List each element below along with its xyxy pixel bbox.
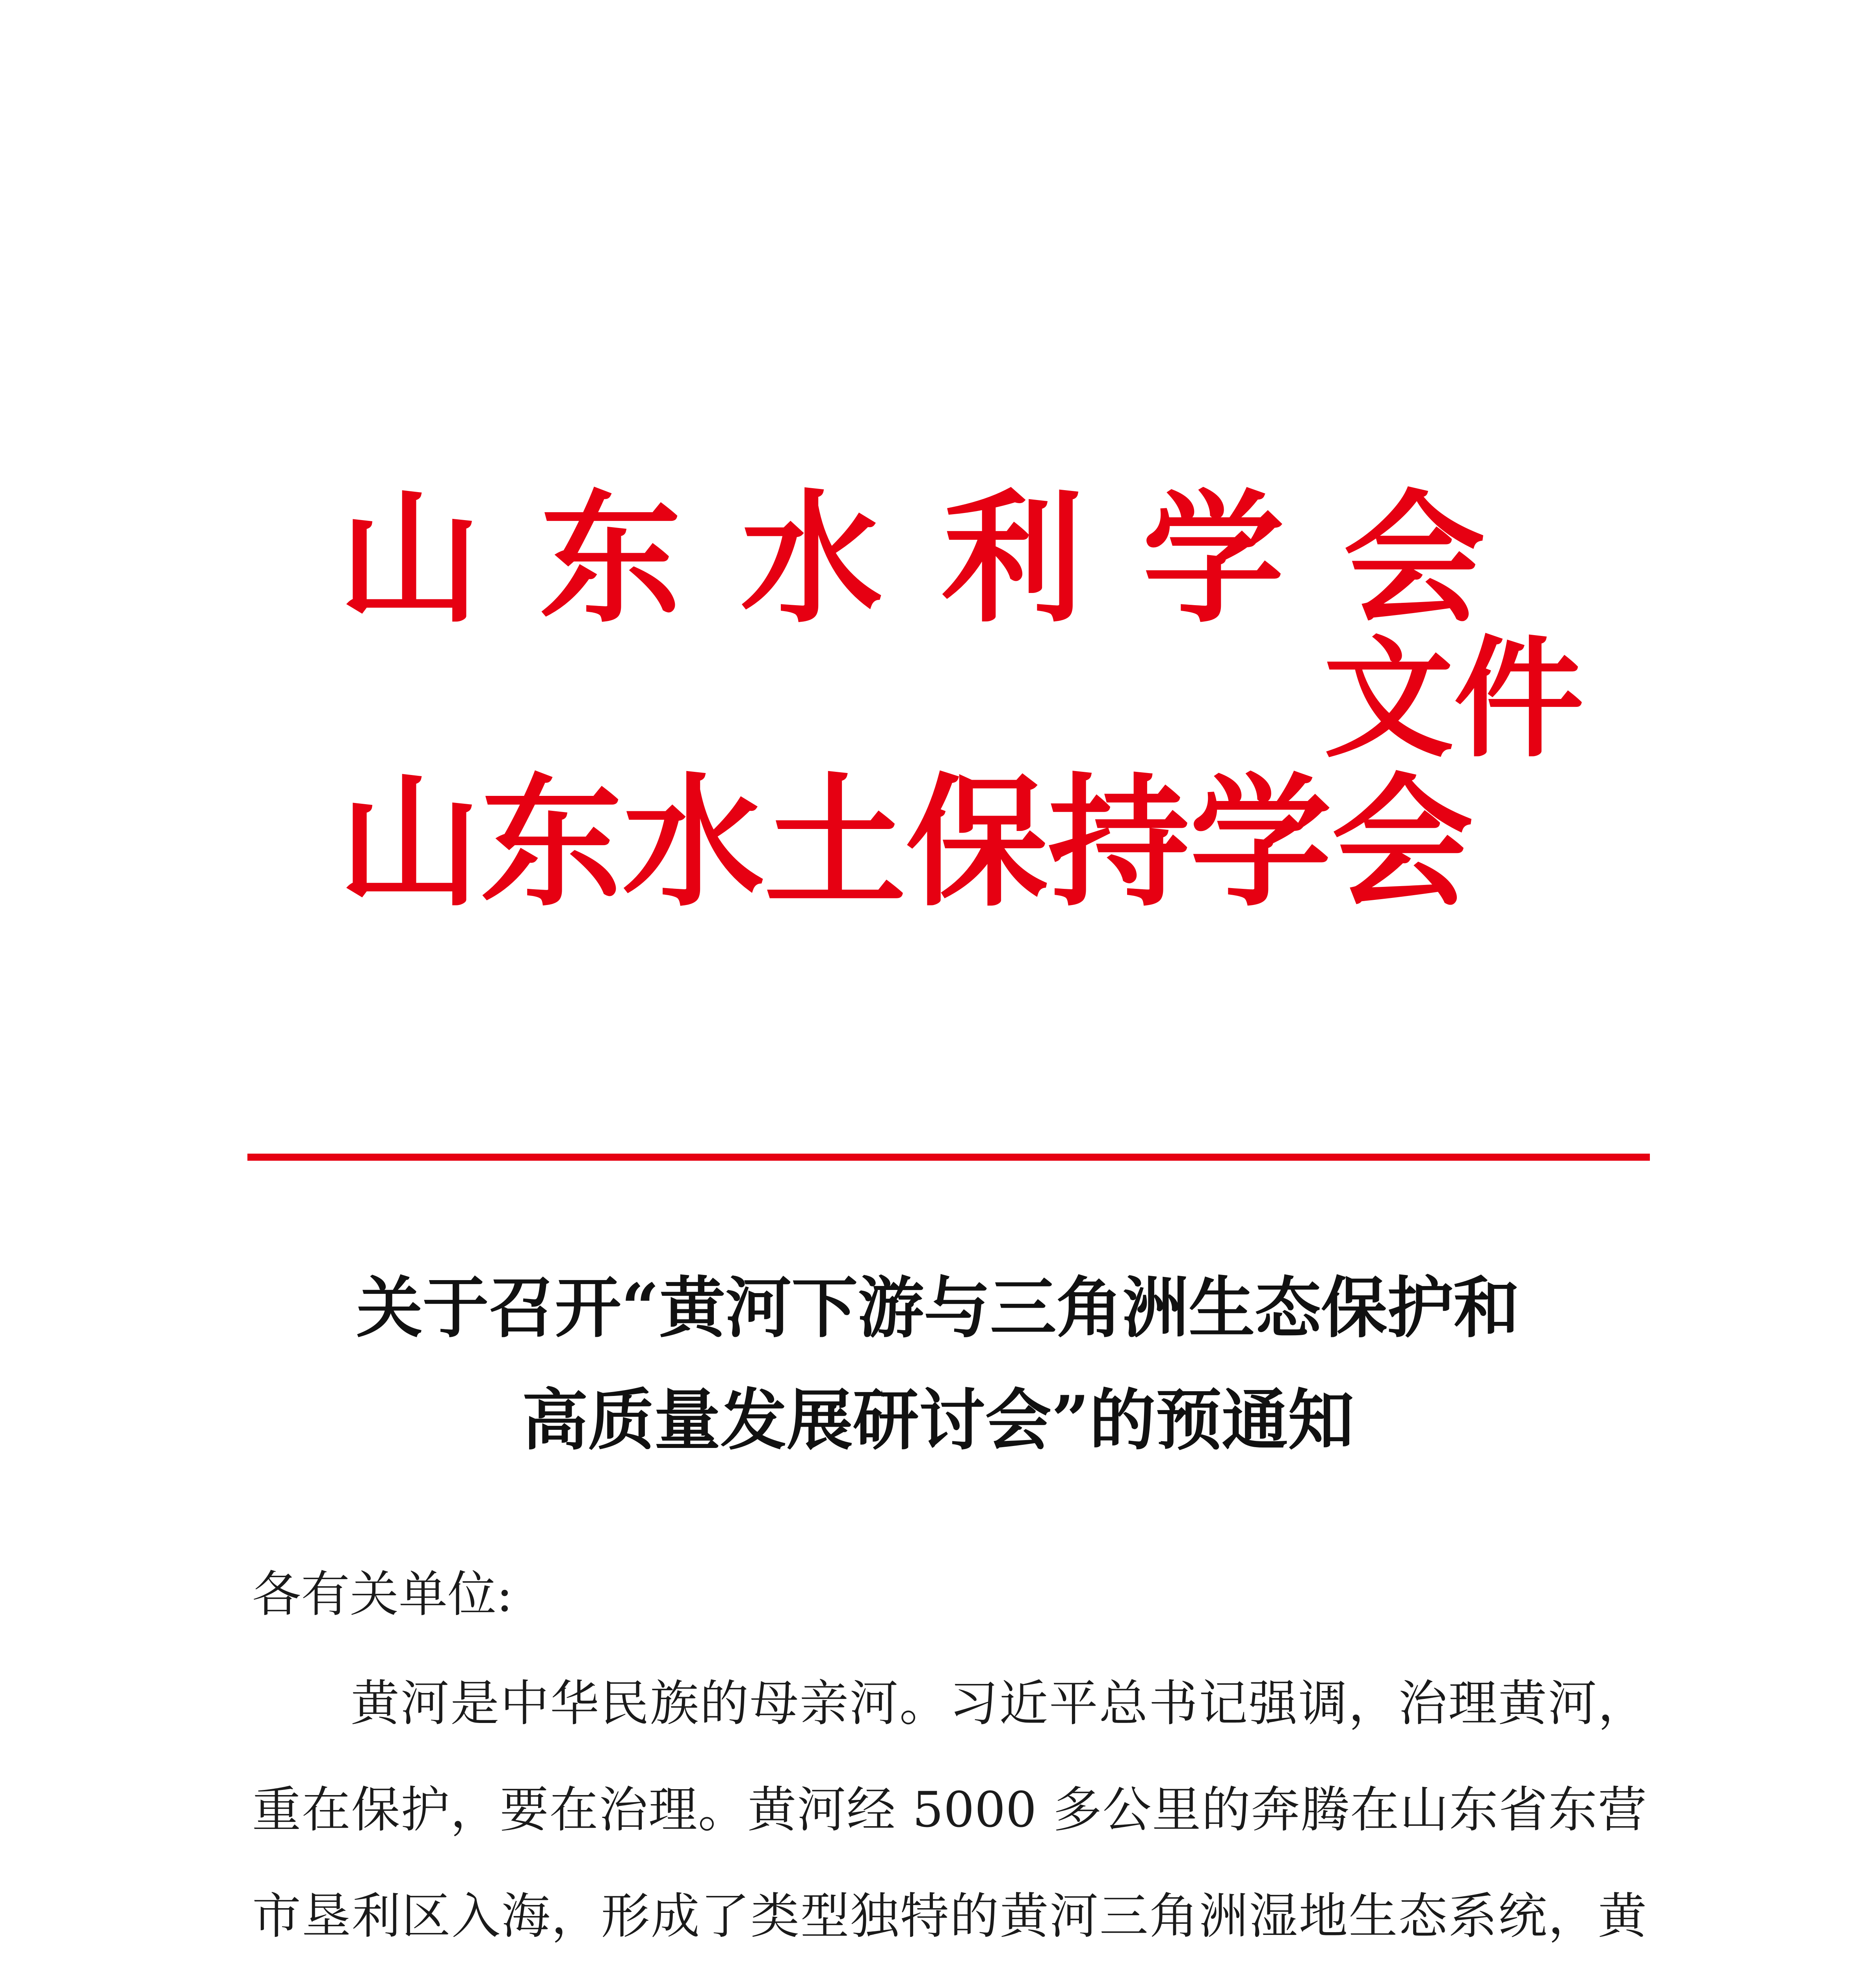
document-title-line-1: 关于召开“黄河下游与三角洲生态保护和 <box>356 1269 1520 1347</box>
letterhead-org-2: 山东水土保持学会 <box>339 760 1473 926</box>
body-line: 重在保护，要在治理。黄河经 5000 多公里的奔腾在山东省东营 <box>252 1782 1647 1838</box>
letterhead-org-1: 山东水利学会 <box>339 477 1544 642</box>
letterhead-red-rule <box>247 1154 1650 1161</box>
document-title-line-2: 高质量发展研讨会”的预通知 <box>522 1381 1354 1459</box>
salutation: 各有关单位: <box>252 1566 513 1623</box>
letterhead-doc-suffix: 文件 <box>1324 624 1584 775</box>
body-line: 黄河是中华民族的母亲河。习近平总书记强调，治理黄河， <box>351 1675 1647 1732</box>
body-line: 市垦利区入海，形成了类型独特的黄河三角洲湿地生态系统，黄 <box>252 1888 1647 1945</box>
